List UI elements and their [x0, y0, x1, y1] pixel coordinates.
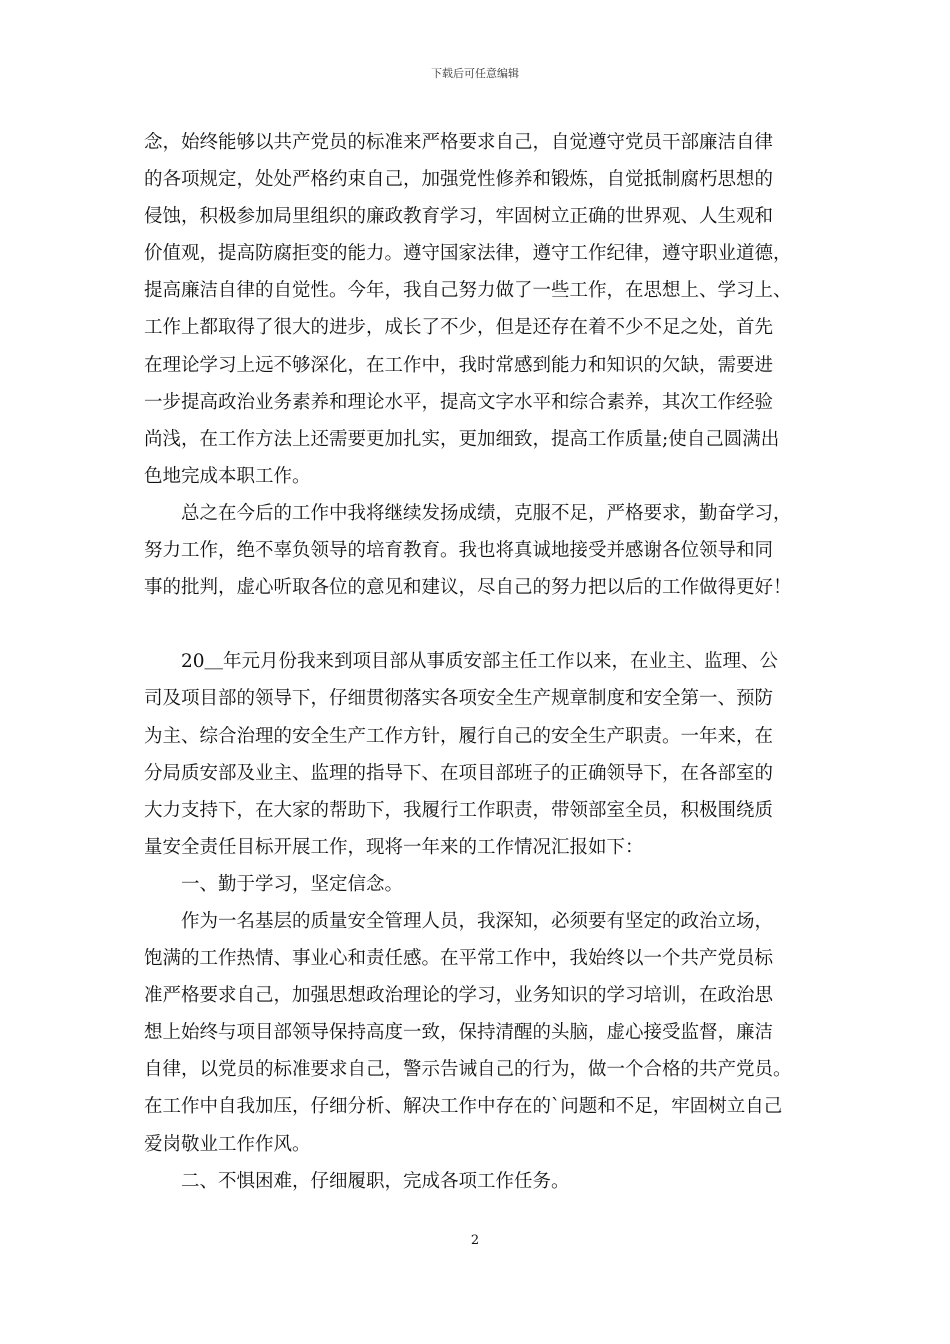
text-line: 饱满的工作热情、事业心和责任感。在平常工作中，我始终以一个共产党员标	[144, 948, 774, 970]
paragraph	[144, 495, 808, 606]
text-line: 努力工作，绝不辜负领导的培育教育。我也将真诚地接受并感谢各位领导和同	[144, 540, 774, 562]
text-line: 的各项规定，处处严格约束自己，加强党性修养和锻炼，自觉抵制腐朽思想的	[144, 169, 774, 191]
text-line: 司及项目部的领导下，仔细贯彻落实各项安全生产规章制度和安全第一、预防	[144, 688, 774, 710]
text-line: 色地完成本职工作。	[144, 465, 311, 487]
page-header: 下载后可任意编辑	[431, 67, 519, 80]
blank-line	[144, 606, 808, 643]
text-line: 一步提高政治业务素养和理论水平，提高文字水平和综合素养，其次工作经验	[144, 391, 774, 413]
text-line: 量安全责任目标开展工作，现将一年来的工作情况汇报如下：	[144, 836, 644, 858]
text-line: 想上始终与项目部领导保持高度一致，保持清醒的头脑，虚心接受监督，廉洁	[144, 1022, 774, 1044]
text-line: 20＿年元月份我来到项目部从事质安部主任工作以来，在业主、监理、公	[181, 651, 779, 673]
text-line: 价值观，提高防腐拒变的能力。遵守国家法律，遵守工作纪律，遵守职业道德，	[144, 243, 792, 265]
text-line: 提高廉洁自律的自觉性。今年，我自己努力做了一些工作，在思想上、学习上、	[144, 280, 792, 302]
text-line: 二、不惧困难，仔细履职，完成各项工作任务。	[181, 1170, 570, 1192]
text-line: 侵蚀，积极参加局里组织的廉政教育学习，牢固树立正确的世界观、人生观和	[144, 206, 774, 228]
text-line: 尚浅，在工作方法上还需要更加扎实，更加细致，提高工作质量;使自己圆满出	[144, 428, 780, 450]
text-line: 为主、综合治理的安全生产工作方针，履行自己的安全生产职责。一年来，在	[144, 725, 774, 747]
text-line: 分局质安部及业主、监理的指导下、在项目部班子的正确领导下，在各部室的	[144, 762, 774, 784]
text-line: 工作上都取得了很大的进步，成长了不少，但是还存在着不少不足之处，首先	[144, 317, 774, 339]
text-line: 在理论学习上远不够深化，在工作中，我时常感到能力和知识的欠缺，需要进	[144, 354, 774, 376]
text-line: 爱岗敬业工作作风。	[144, 1133, 311, 1155]
paragraph	[144, 124, 808, 495]
paragraph	[144, 903, 808, 1163]
text-line: 事的批判，虚心听取各位的意见和建议，尽自己的努力把以后的工作做得更好！	[144, 577, 792, 599]
page-number: 2	[470, 1233, 480, 1248]
text-line: 一、勤于学习，坚定信念。	[181, 873, 404, 895]
text-line: 大力支持下，在大家的帮助下，我履行工作职责，带领部室全员，积极围绕质	[144, 799, 774, 821]
section-heading	[144, 1163, 808, 1200]
text-line: 作为一名基层的质量安全管理人员，我深知，必须要有坚定的政治立场，	[181, 910, 774, 932]
text-line: 念，始终能够以共产党员的标准来严格要求自己，自觉遵守党员干部廉洁自律	[144, 132, 774, 153]
text-line: 自律，以党员的标准要求自己，警示告诫自己的行为，做一个合格的共产党员。	[144, 1059, 792, 1081]
document-body	[144, 124, 808, 1200]
text-line: 总之在今后的工作中我将继续发扬成绩，克服不足，严格要求，勤奋学习，	[181, 502, 792, 524]
text-line: 在工作中自我加压，仔细分析、解决工作中存在的`问题和不足，牢固树立自己	[144, 1096, 783, 1118]
text-line: 准严格要求自己，加强思想政治理论的学习，业务知识的学习培训，在政治思	[144, 985, 774, 1007]
section-heading	[144, 866, 808, 903]
paragraph	[144, 643, 808, 866]
